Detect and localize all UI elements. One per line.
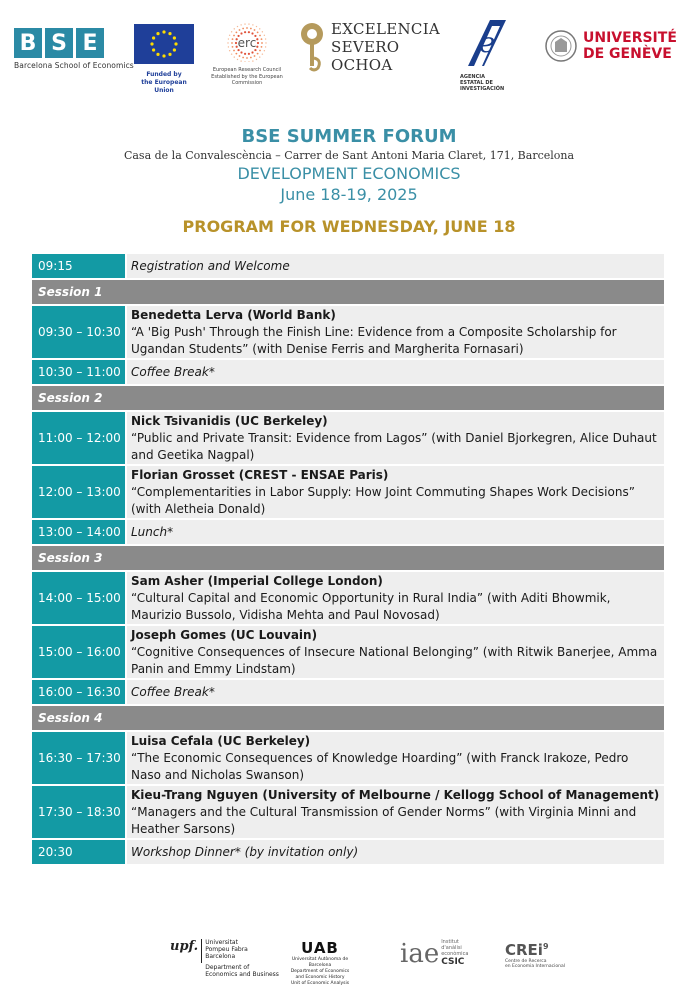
iae-logo	[400, 939, 468, 967]
erc-dot	[234, 56, 235, 57]
erc-dot	[264, 35, 265, 36]
upf-mark: upf.	[170, 939, 202, 963]
time-cell: 13:00 – 14:00	[32, 520, 125, 544]
talk-cell	[127, 306, 664, 358]
erc-dot	[242, 28, 244, 30]
unige-line1: UNIVERSITÉ	[583, 30, 677, 46]
erc-dot	[262, 53, 263, 54]
erc-dot	[248, 31, 250, 33]
erc-dot	[244, 23, 245, 24]
break-row	[32, 360, 664, 384]
erc-dot	[233, 35, 235, 37]
event-cell: Lunch*	[127, 520, 664, 544]
talk-row	[32, 412, 664, 464]
dinner-row	[32, 840, 664, 864]
erc-dot	[246, 27, 248, 29]
event-cell: Registration and Welcome	[127, 254, 664, 278]
event-cell: Workshop Dinner* (by invitation only)	[127, 840, 664, 864]
uab-line3: and Economic History	[295, 975, 345, 980]
uab-mark: UAB	[301, 939, 339, 957]
sponsor-logos	[0, 14, 698, 104]
page-header	[0, 126, 698, 236]
talk-title: “Complementarities in Labor Supply: How Joint Commuting Shapes Work Decisions” (with Aletheia Donald)	[131, 484, 635, 516]
erc-dot	[252, 24, 253, 25]
event-cell: Coffee Break*	[127, 360, 664, 384]
erc-dot	[240, 24, 241, 25]
time-cell: 14:00 – 15:00	[32, 572, 125, 624]
eu-star	[173, 36, 176, 39]
erc-dot	[235, 31, 237, 33]
erc-dot	[261, 38, 263, 40]
erc-dot	[240, 60, 241, 61]
erc-dot	[265, 46, 266, 47]
erc-dot	[251, 32, 253, 34]
iae-line2: d'anàlisi	[441, 945, 462, 951]
iae-mark: iae	[400, 939, 440, 969]
erc-subcaption: Established by the European Commission	[211, 74, 283, 86]
erc-dot	[239, 29, 241, 31]
erc-sunburst-icon	[225, 22, 269, 62]
crei-line1: Centre de Recerca	[505, 959, 547, 964]
talk-row	[32, 306, 664, 358]
session-header: Session 2	[32, 386, 664, 410]
talk-speaker: Benedetta Lerva (World Bank)	[131, 307, 336, 322]
iae-line1: Institut	[441, 939, 459, 945]
bse-letter-s: S	[45, 28, 73, 58]
eu-caption-line2: the European Union	[141, 79, 187, 94]
event-subject: DEVELOPMENT ECONOMICS	[237, 164, 461, 183]
upf-line1: Universitat	[205, 939, 238, 946]
erc-dot	[228, 38, 229, 39]
eu-star	[162, 54, 165, 57]
erc-dot	[248, 61, 249, 62]
erc-dot	[231, 31, 232, 32]
erc-dot	[242, 57, 244, 59]
bse-logo	[14, 28, 134, 70]
talk-cell	[127, 732, 664, 784]
time-cell: 16:00 – 16:30	[32, 680, 125, 704]
time-cell: 12:00 – 13:00	[32, 466, 125, 518]
erc-dot	[259, 50, 261, 52]
erc-dot	[261, 42, 263, 44]
erc-mark: erc	[237, 36, 257, 50]
eu-caption-line1: Funded by	[146, 71, 182, 78]
erc-dot	[251, 51, 253, 53]
time-cell: 10:30 – 11:00	[32, 360, 125, 384]
erc-dot	[233, 50, 235, 52]
erc-dot	[265, 42, 266, 43]
talk-cell	[127, 412, 664, 464]
erc-dot	[232, 38, 234, 40]
talk-cell	[127, 786, 664, 838]
erc-dot	[229, 50, 230, 51]
uab-logo	[282, 939, 358, 987]
severo-ochoa-emblem-icon	[300, 20, 324, 74]
erc-dot	[248, 53, 250, 55]
session-header: Session 3	[32, 546, 664, 570]
erc-dot	[244, 61, 245, 62]
erc-dot	[246, 57, 248, 59]
erc-dot	[256, 59, 257, 60]
talk-cell	[127, 572, 664, 624]
eu-star	[152, 36, 155, 39]
aei-logo	[460, 18, 516, 92]
seo-line1: EXCELENCIA	[331, 20, 441, 38]
eu-star	[152, 48, 155, 51]
upf-line5: Economics and Business	[205, 971, 279, 978]
erc-dot	[262, 31, 263, 32]
erc-dot	[240, 51, 242, 53]
erc-caption: European Research Council	[212, 67, 282, 73]
erc-dot	[264, 50, 265, 51]
talk-title: “The Economic Consequences of Knowledge Hoarding” (with Franck Irakoze, Pedro Naso and Nicholas Swanson)	[131, 750, 629, 782]
upf-logo	[170, 939, 279, 978]
eu-star	[156, 53, 159, 56]
talk-row	[32, 466, 664, 518]
erc-dot	[234, 28, 235, 29]
erc-dot	[228, 46, 229, 47]
bse-letter-b: B	[14, 28, 42, 58]
eu-logo	[133, 24, 195, 95]
talk-cell	[127, 626, 664, 678]
erc-dot	[239, 55, 241, 57]
eu-star	[162, 30, 165, 33]
erc-dot	[250, 28, 252, 30]
talk-speaker: Sam Asher (Imperial College London)	[131, 573, 383, 588]
erc-dot	[244, 31, 246, 33]
erc-dot	[259, 28, 260, 29]
talk-speaker: Luisa Cefala (UC Berkeley)	[131, 733, 311, 748]
erc-dot	[259, 56, 260, 57]
talk-title: “A 'Big Push' Through the Finish Line: Evidence from a Composite Scholarship for Ugandan Students” (with Denise Ferris and Margherita Fornasari)	[131, 324, 617, 356]
eu-flag-icon	[134, 24, 194, 64]
eu-star	[168, 53, 171, 56]
talk-row	[32, 786, 664, 838]
break-row	[32, 680, 664, 704]
bse-letter-e: E	[76, 28, 104, 58]
time-cell: 17:30 – 18:30	[32, 786, 125, 838]
aei-mark: e	[478, 26, 496, 59]
talk-speaker: Kieu-Trang Nguyen (University of Melbourne / Kellogg School of Management)	[131, 787, 660, 802]
erc-dot	[257, 42, 259, 44]
aei-line1: AGENCIA	[460, 74, 485, 80]
crei-logo	[505, 941, 565, 969]
erc-dot	[232, 46, 234, 48]
aei-emblem-icon	[460, 18, 512, 68]
break-row	[32, 520, 664, 544]
iae-line3: econòmica	[441, 951, 469, 957]
bse-caption: Barcelona School of Economics	[14, 61, 134, 70]
erc-dot	[259, 35, 261, 37]
erc-dot	[227, 42, 228, 43]
upf-line2: Pompeu Fabra	[205, 946, 248, 953]
talk-row	[32, 572, 664, 624]
eu-star	[156, 32, 159, 35]
aei-line3: INVESTIGACIÓN	[460, 86, 505, 92]
erc-dot	[254, 29, 256, 31]
erc-dot	[257, 31, 259, 33]
talk-row	[32, 626, 664, 678]
severo-ochoa-logo	[300, 20, 440, 74]
session-header: Session 4	[32, 706, 664, 730]
talk-title: “Cultural Capital and Economic Opportunity in Rural India” (with Aditi Bhowmik, Maurizio Bussolo, Vidisha Mehta and Paul Novosad)	[131, 590, 611, 622]
eu-star	[150, 42, 153, 45]
erc-dot	[257, 53, 259, 55]
uab-line2: Department of Economics	[290, 969, 350, 974]
erc-dot	[231, 42, 233, 44]
erc-dot	[256, 26, 257, 27]
time-cell: 11:00 – 12:00	[32, 412, 125, 464]
erc-dot	[229, 35, 230, 36]
talk-title: “Cognitive Consequences of Insecure National Belonging” (with Ritwik Banerjee, Amma Panin and Emmy Lindstam)	[131, 644, 658, 676]
iae-csic: CSIC	[441, 957, 465, 967]
time-cell: 15:00 – 16:00	[32, 626, 125, 678]
talk-row	[32, 732, 664, 784]
erc-dot	[240, 32, 242, 34]
erc-dot	[261, 46, 263, 48]
uab-line4: Unit of Economic Analysis	[290, 981, 350, 986]
uab-line1: Universitat Autònoma de Barcelona	[291, 957, 349, 968]
program-title: PROGRAM FOR WEDNESDAY, JUNE 18	[182, 217, 516, 236]
eu-star	[173, 48, 176, 51]
unige-seal-icon	[545, 30, 577, 62]
registration-row	[32, 254, 664, 278]
event-cell: Coffee Break*	[127, 680, 664, 704]
upf-line3: Barcelona	[205, 953, 236, 960]
aei-line2: ESTATAL DE	[460, 80, 493, 86]
time-cell: 09:30 – 10:30	[32, 306, 125, 358]
time-cell: 09:15	[32, 254, 125, 278]
erc-dot	[248, 23, 249, 24]
erc-dot	[256, 46, 258, 48]
erc-dot	[256, 38, 258, 40]
erc-dot	[237, 26, 238, 27]
session-header: Session 1	[32, 280, 664, 304]
unige-logo	[545, 30, 677, 62]
talk-cell	[127, 466, 664, 518]
erc-dot	[244, 53, 246, 55]
talk-title: “Public and Private Transit: Evidence from Lagos” (with Daniel Bjorkegren, Alice Duhaut and Geetika Nagpal)	[131, 430, 657, 462]
eu-star	[168, 32, 171, 35]
forum-title: BSE SUMMER FORUM	[241, 126, 457, 147]
talk-speaker: Nick Tsivanidis (UC Berkeley)	[131, 413, 328, 428]
erc-dot	[265, 38, 266, 39]
crei-mark: CREi	[505, 941, 543, 959]
erc-dot	[231, 53, 232, 54]
erc-dot	[254, 55, 256, 57]
time-cell: 20:30	[32, 840, 125, 864]
event-dates: June 18-19, 2025	[280, 185, 418, 204]
erc-dot	[250, 57, 252, 59]
crei-line2: en Economia Internacional	[505, 964, 565, 969]
schedule-table	[32, 254, 664, 866]
venue: Casa de la Convalescència – Carrer de Sant Antoni Maria Claret, 171, Barcelona	[123, 149, 575, 162]
talk-speaker: Joseph Gomes (UC Louvain)	[131, 627, 318, 642]
seo-line3: OCHOA	[331, 56, 393, 74]
talk-speaker: Florian Grosset (CREST - ENSAE Paris)	[131, 467, 389, 482]
footer-logos	[0, 935, 698, 985]
time-cell: 16:30 – 17:30	[32, 732, 125, 784]
erc-dot	[237, 59, 238, 60]
unige-line2: DE GENÈVE	[583, 46, 672, 62]
erc-dot	[235, 53, 237, 55]
eu-star	[174, 42, 177, 45]
upf-line4: Department of	[205, 964, 250, 971]
seo-line2: SEVERO	[331, 38, 400, 56]
talk-title: “Managers and the Cultural Transmission of Gender Norms” (with Virginia Minni and Heather Sarsons)	[131, 804, 637, 836]
erc-dot	[252, 60, 253, 61]
crei-superscript: 9	[542, 942, 549, 951]
erc-logo	[205, 22, 289, 86]
